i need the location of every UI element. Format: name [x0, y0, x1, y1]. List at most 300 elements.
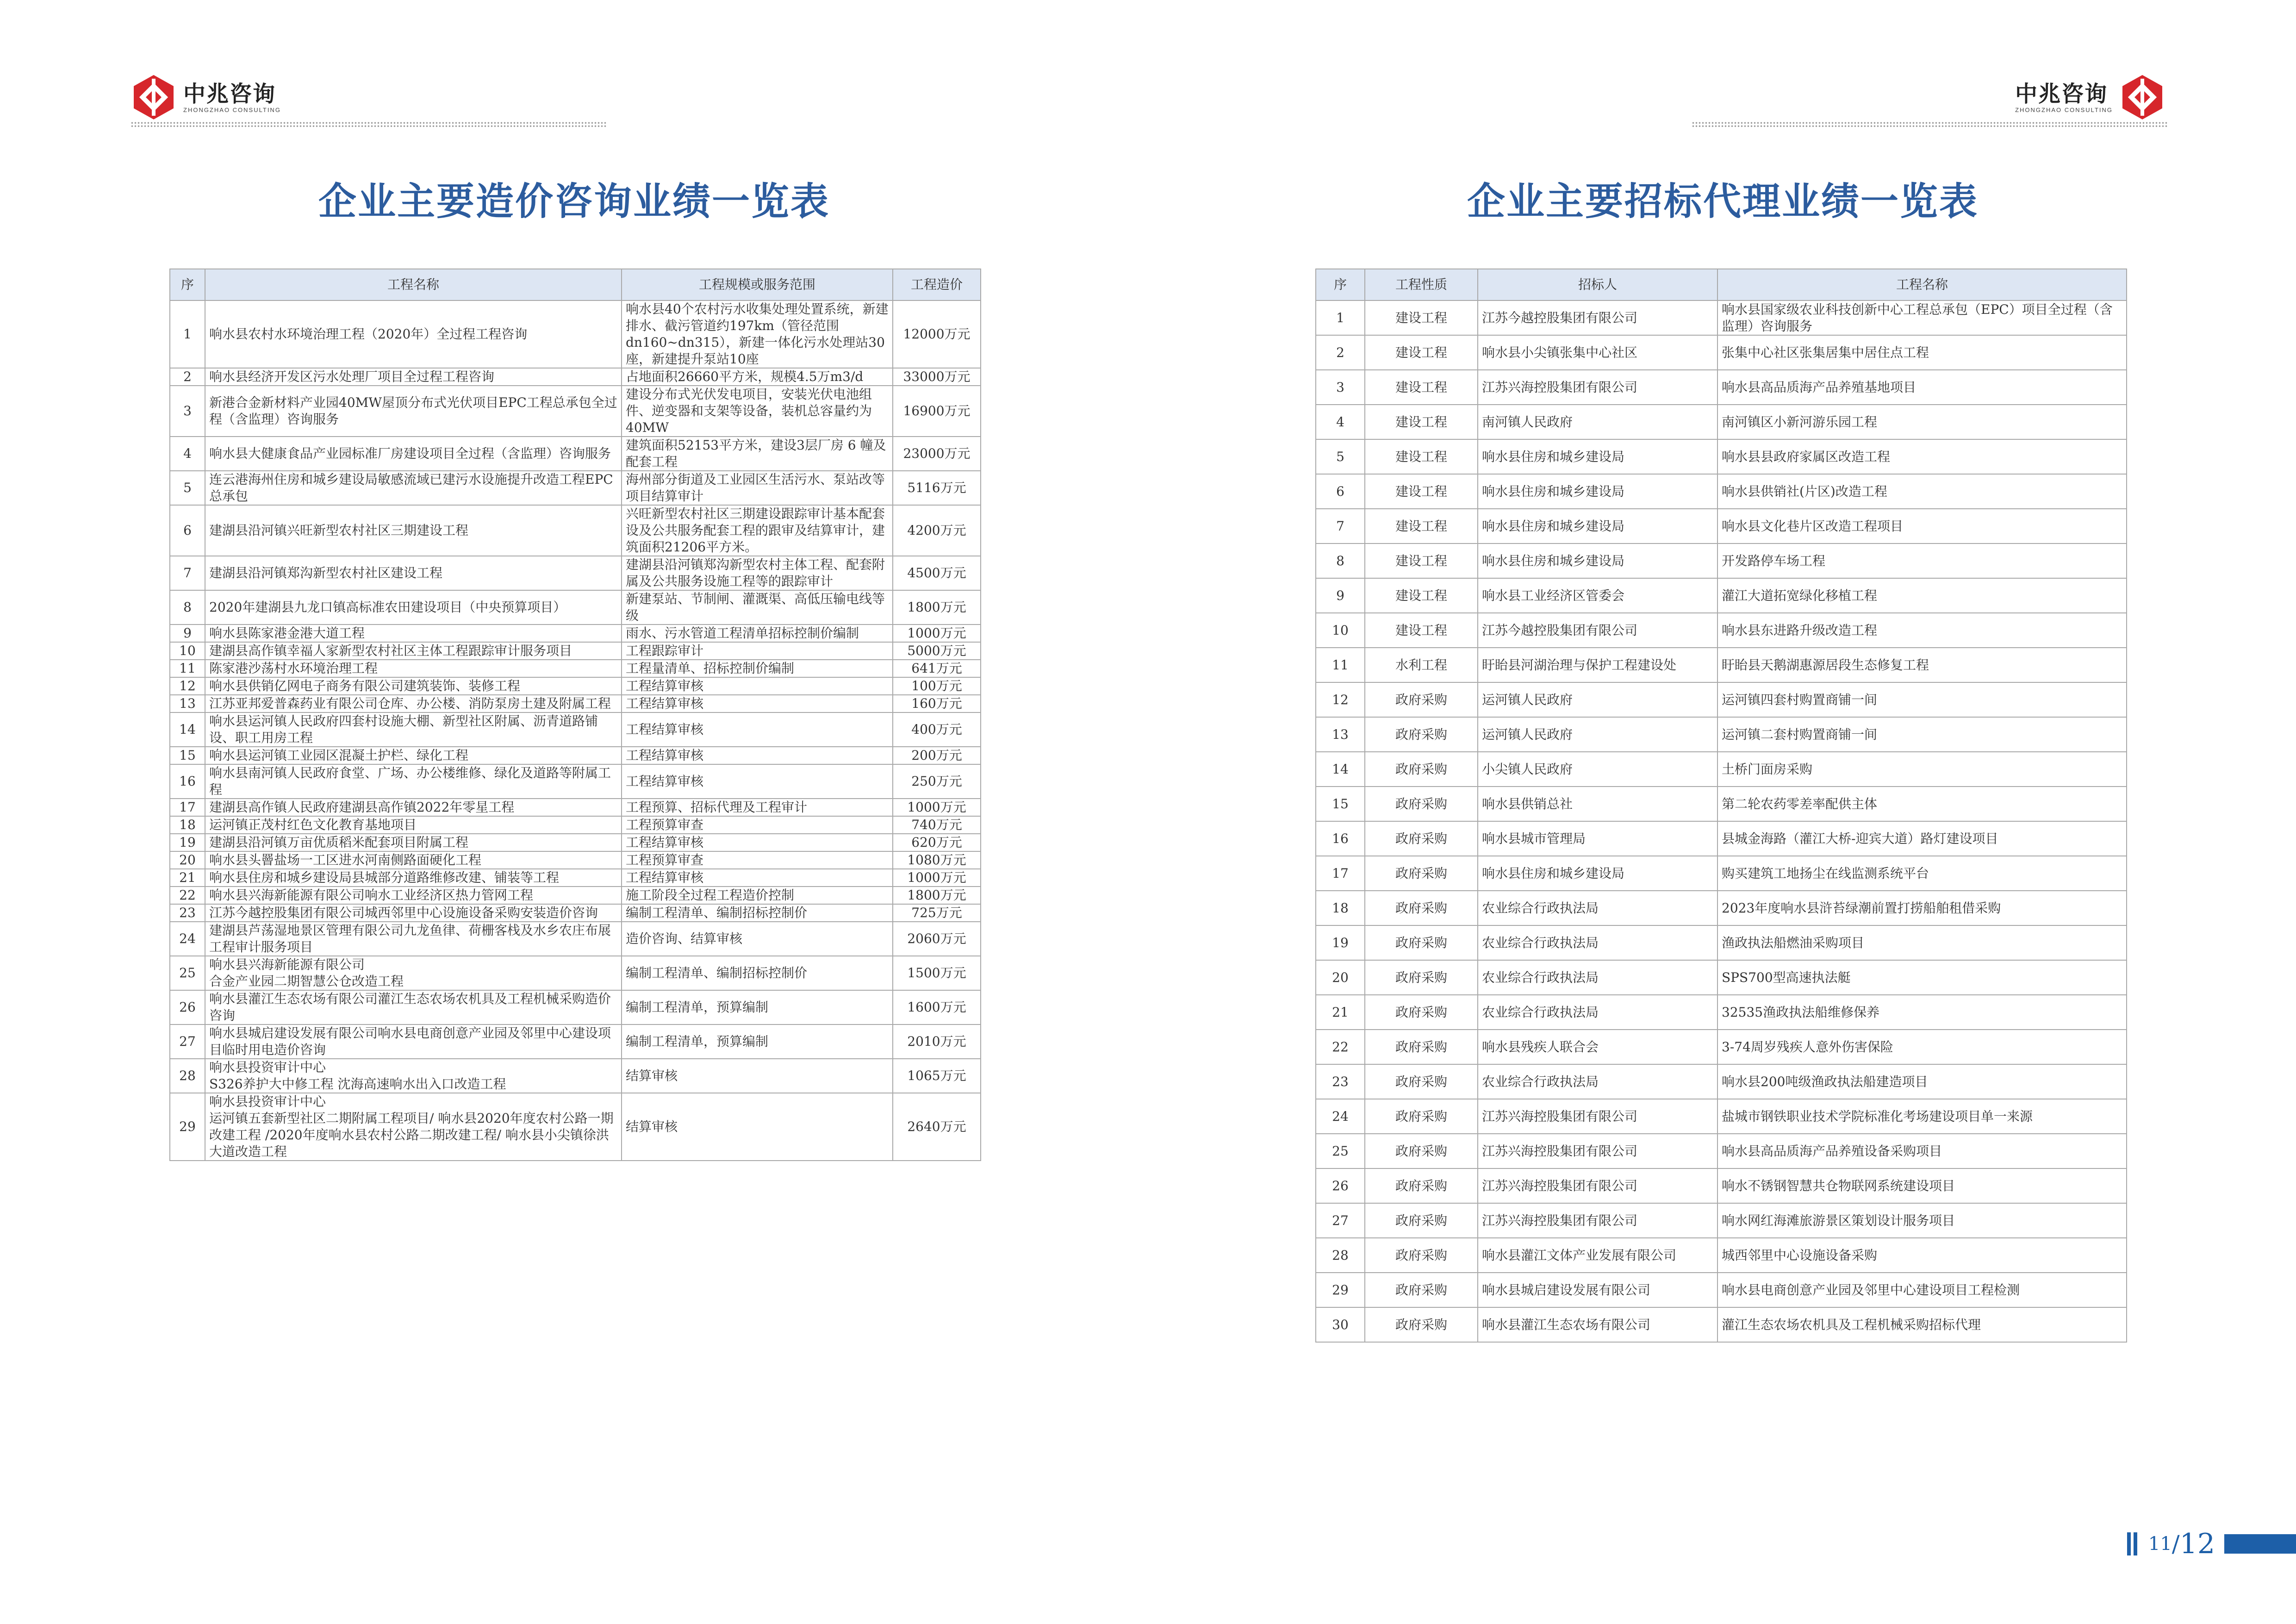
row-number: 10 — [1316, 613, 1365, 648]
project-name: 响水县供销亿网电子商务有限公司建筑装饰、装修工程 — [205, 677, 622, 695]
table-header-row — [170, 269, 981, 300]
page-total: 12 — [2179, 1528, 2215, 1560]
page-separator: / — [2172, 1530, 2180, 1557]
table-row — [1316, 960, 2127, 995]
tendering-party: 响水县残疾人联合会 — [1478, 1030, 1717, 1064]
row-number: 17 — [170, 799, 205, 816]
row-number: 18 — [170, 816, 205, 834]
column-header: 序 — [1316, 269, 1365, 300]
table-header-row — [1316, 269, 2127, 300]
project-name: 灌江大道拓宽绿化移植工程 — [1717, 578, 2127, 613]
row-number: 14 — [1316, 752, 1365, 787]
table-row — [1316, 925, 2127, 960]
table-row — [1316, 1064, 2127, 1099]
table-row — [170, 956, 981, 990]
project-name: 响水县高品质海产品养殖设备采购项目 — [1717, 1134, 2127, 1168]
project-name: 2020年建湖县九龙口镇高标准农田建设项目（中央预算项目） — [205, 590, 622, 625]
project-type: 政府采购 — [1365, 891, 1478, 925]
project-cost: 1000万元 — [893, 799, 981, 816]
row-number: 16 — [1316, 821, 1365, 856]
table-row — [170, 1059, 981, 1093]
table-row — [1316, 543, 2127, 578]
project-scope: 占地面积26660平方米，规模4.5万m3/d — [622, 368, 893, 386]
row-number: 5 — [170, 471, 205, 505]
table-row — [170, 437, 981, 471]
table-row — [170, 834, 981, 851]
row-number: 5 — [1316, 439, 1365, 474]
row-number: 6 — [170, 505, 205, 556]
project-scope: 结算审核 — [622, 1093, 893, 1161]
table-row — [170, 712, 981, 747]
project-name: 响水县运河镇人民政府四套村设施大棚、新型社区附属、沥青道路铺设、职工用房工程 — [205, 712, 622, 747]
table-row — [1316, 717, 2127, 752]
project-cost: 1500万元 — [893, 956, 981, 990]
row-number: 20 — [1316, 960, 1365, 995]
project-name: 陈家港沙荡村水环境治理工程 — [205, 660, 622, 677]
row-number: 9 — [1316, 578, 1365, 613]
table-row — [170, 851, 981, 869]
project-cost: 1080万元 — [893, 851, 981, 869]
project-name: 响水网红海滩旅游景区策划设计服务项目 — [1717, 1203, 2127, 1238]
project-name: 32535渔政执法船维修保养 — [1717, 995, 2127, 1030]
project-type: 建设工程 — [1365, 370, 1478, 405]
row-number: 20 — [170, 851, 205, 869]
row-number: 24 — [1316, 1099, 1365, 1134]
project-scope: 工程结算审核 — [622, 764, 893, 799]
project-name: 响水县运河镇工业园区混凝土护栏、绿化工程 — [205, 747, 622, 764]
row-number: 23 — [1316, 1064, 1365, 1099]
project-type: 政府采购 — [1365, 1064, 1478, 1099]
project-name: SPS700型高速执法艇 — [1717, 960, 2127, 995]
cost-consulting-table — [169, 269, 981, 1161]
project-scope: 造价咨询、结算审核 — [622, 922, 893, 956]
project-scope: 编制工程清单，预算编制 — [622, 1024, 893, 1059]
project-name: 灌江生态农场农机具及工程机械采购招标代理 — [1717, 1307, 2127, 1342]
row-number: 15 — [1316, 787, 1365, 821]
project-name: 城西邻里中心设施设备采购 — [1717, 1238, 2127, 1273]
project-type: 建设工程 — [1365, 439, 1478, 474]
row-number: 13 — [1316, 717, 1365, 752]
project-type: 政府采购 — [1365, 682, 1478, 717]
tendering-party: 江苏兴海控股集团有限公司 — [1478, 370, 1717, 405]
project-name: 张集中心社区张集居集中居住点工程 — [1717, 335, 2127, 370]
table-row — [1316, 370, 2127, 405]
project-name: 响水县城启建设发展有限公司响水县电商创意产业园及邻里中心建设项目临时用电造价咨询 — [205, 1024, 622, 1059]
row-number: 18 — [1316, 891, 1365, 925]
project-name: 盱眙县天鹅湖惠源居段生态修复工程 — [1717, 648, 2127, 682]
table-row — [1316, 439, 2127, 474]
row-number: 6 — [1316, 474, 1365, 509]
project-name: 南河镇区小新河游乐园工程 — [1717, 405, 2127, 439]
tendering-party: 运河镇人民政府 — [1478, 682, 1717, 717]
row-number: 7 — [170, 556, 205, 590]
project-name: 购买建筑工地扬尘在线监测系统平台 — [1717, 856, 2127, 891]
project-name: 响水县经济开发区污水处理厂项目全过程工程咨询 — [205, 368, 622, 386]
row-number: 8 — [170, 590, 205, 625]
project-scope: 工程预算、招标代理及工程审计 — [622, 799, 893, 816]
project-type: 建设工程 — [1365, 335, 1478, 370]
row-number: 4 — [170, 437, 205, 471]
project-type: 建设工程 — [1365, 474, 1478, 509]
row-number: 19 — [1316, 925, 1365, 960]
tendering-party: 响水县住房和城乡建设局 — [1478, 856, 1717, 891]
table-row — [170, 471, 981, 505]
project-scope: 施工阶段全过程工程造价控制 — [622, 887, 893, 904]
row-number: 24 — [170, 922, 205, 956]
project-name: 开发路停车场工程 — [1717, 543, 2127, 578]
project-name: 第二轮农药零差率配供主体 — [1717, 787, 2127, 821]
table-row — [170, 904, 981, 922]
bidding-agency-table — [1315, 269, 2127, 1343]
table-row — [1316, 1030, 2127, 1064]
tendering-party: 响水县小尖镇张集中心社区 — [1478, 335, 1717, 370]
row-number: 21 — [170, 869, 205, 887]
table-row — [1316, 1307, 2127, 1342]
row-number: 27 — [170, 1024, 205, 1059]
project-scope: 编制工程清单，预算编制 — [622, 990, 893, 1024]
project-type: 政府采购 — [1365, 1099, 1478, 1134]
project-cost: 12000万元 — [893, 300, 981, 368]
table-row — [170, 677, 981, 695]
project-cost: 200万元 — [893, 747, 981, 764]
row-number: 26 — [1316, 1168, 1365, 1203]
project-scope: 工程结算审核 — [622, 747, 893, 764]
project-scope: 建筑面积52153平方米，建设3层厂房 6 幢及配套工程 — [622, 437, 893, 471]
project-cost: 1000万元 — [893, 625, 981, 642]
row-number: 9 — [170, 625, 205, 642]
tendering-party: 江苏兴海控股集团有限公司 — [1478, 1203, 1717, 1238]
table-row — [1316, 1273, 2127, 1307]
project-scope: 工程结算审核 — [622, 834, 893, 851]
logo-name-cn: 中兆咨询 — [183, 81, 276, 107]
row-number: 29 — [1316, 1273, 1365, 1307]
table-row — [170, 747, 981, 764]
project-type: 政府采购 — [1365, 925, 1478, 960]
project-cost: 740万元 — [893, 816, 981, 834]
table-row — [170, 625, 981, 642]
row-number: 22 — [1316, 1030, 1365, 1064]
project-name: 响水县高品质海产品养殖基地项目 — [1717, 370, 2127, 405]
row-number: 8 — [1316, 543, 1365, 578]
project-name: 响水县电商创意产业园及邻里中心建设项目工程检测 — [1717, 1273, 2127, 1307]
page-title: 企业主要造价咨询业绩一览表 — [318, 179, 830, 224]
project-scope: 响水县40个农村污水收集处理处置系统，新建排水、截污管道约197km（管径范围dn160~dn315），新建一体化污水处理站30座，新建提升泵站10座 — [622, 300, 893, 368]
table-row — [170, 1024, 981, 1059]
table-row — [170, 887, 981, 904]
project-cost: 1600万元 — [893, 990, 981, 1024]
row-number: 25 — [1316, 1134, 1365, 1168]
project-cost: 160万元 — [893, 695, 981, 712]
project-name: 响水县兴海新能源有限公司 合金产业园二期智慧公仓改造工程 — [205, 956, 622, 990]
logo-mark-icon — [2119, 74, 2165, 120]
tendering-party: 江苏今越控股集团有限公司 — [1478, 613, 1717, 648]
project-type: 政府采购 — [1365, 787, 1478, 821]
row-number: 29 — [170, 1093, 205, 1161]
tendering-party: 农业综合行政执法局 — [1478, 995, 1717, 1030]
tendering-party: 农业综合行政执法局 — [1478, 925, 1717, 960]
project-name: 响水县县政府家属区改造工程 — [1717, 439, 2127, 474]
page-marker-icon — [2127, 1532, 2137, 1555]
project-cost: 16900万元 — [893, 386, 981, 437]
project-type: 政府采购 — [1365, 856, 1478, 891]
tendering-party: 响水县城市管理局 — [1478, 821, 1717, 856]
row-number: 26 — [170, 990, 205, 1024]
project-cost: 5000万元 — [893, 642, 981, 660]
table-row — [170, 556, 981, 590]
table-row — [1316, 891, 2127, 925]
company-logo — [2015, 74, 2165, 120]
project-scope: 雨水、污水管道工程清单招标控制价编制 — [622, 625, 893, 642]
tendering-party: 响水县住房和城乡建设局 — [1478, 474, 1717, 509]
project-name: 建湖县沿河镇兴旺新型农村社区三期建设工程 — [205, 505, 622, 556]
tendering-party: 运河镇人民政府 — [1478, 717, 1717, 752]
row-number: 27 — [1316, 1203, 1365, 1238]
project-type: 水利工程 — [1365, 648, 1478, 682]
row-number: 28 — [1316, 1238, 1365, 1273]
project-type: 政府采购 — [1365, 1273, 1478, 1307]
project-cost: 4200万元 — [893, 505, 981, 556]
project-name: 运河镇正茂村红色文化教育基地项目 — [205, 816, 622, 834]
project-name: 土桥门面房采购 — [1717, 752, 2127, 787]
project-type: 政府采购 — [1365, 821, 1478, 856]
project-type: 建设工程 — [1365, 543, 1478, 578]
table-row — [1316, 405, 2127, 439]
table-row — [170, 799, 981, 816]
project-name: 江苏今越控股集团有限公司城西邻里中心设施设备采购安装造价咨询 — [205, 904, 622, 922]
row-number: 1 — [170, 300, 205, 368]
project-name: 响水县灌江生态农场有限公司灌江生态农场农机具及工程机械采购造价咨询 — [205, 990, 622, 1024]
row-number: 16 — [170, 764, 205, 799]
project-name: 响水县住房和城乡建设局县城部分道路维修改建、铺装等工程 — [205, 869, 622, 887]
table-row — [1316, 821, 2127, 856]
project-scope: 海州部分街道及工业园区生活污水、泵站改等项目结算审计 — [622, 471, 893, 505]
project-scope: 结算审核 — [622, 1059, 893, 1093]
project-scope: 工程结算审核 — [622, 869, 893, 887]
project-type: 政府采购 — [1365, 1030, 1478, 1064]
project-scope: 工程预算审查 — [622, 851, 893, 869]
tendering-party: 农业综合行政执法局 — [1478, 1064, 1717, 1099]
row-number: 15 — [170, 747, 205, 764]
project-scope: 工程结算审核 — [622, 677, 893, 695]
project-name: 3-74周岁残疾人意外伤害保险 — [1717, 1030, 2127, 1064]
tendering-party: 盱眙县河湖治理与保护工程建设处 — [1478, 648, 1717, 682]
table-row — [1316, 1168, 2127, 1203]
project-scope: 工程结算审核 — [622, 695, 893, 712]
tendering-party: 响水县住房和城乡建设局 — [1478, 543, 1717, 578]
project-name: 响水县200吨级渔政执法船建造项目 — [1717, 1064, 2127, 1099]
tendering-party: 响水县灌江文体产业发展有限公司 — [1478, 1238, 1717, 1273]
row-number: 28 — [170, 1059, 205, 1093]
table-row — [1316, 1134, 2127, 1168]
project-scope: 兴旺新型农村社区三期建设跟踪审计基本配套设及公共服务配套工程的跟审及结算审计，建筑面积21206平方米。 — [622, 505, 893, 556]
project-type: 政府采购 — [1365, 960, 1478, 995]
project-name: 建湖县沿河镇万亩优质稻米配套项目附属工程 — [205, 834, 622, 851]
table-row — [1316, 856, 2127, 891]
project-cost: 5116万元 — [893, 471, 981, 505]
table-row — [1316, 335, 2127, 370]
row-number: 21 — [1316, 995, 1365, 1030]
tendering-party: 江苏兴海控股集团有限公司 — [1478, 1134, 1717, 1168]
project-name: 响水县南河镇人民政府食堂、广场、办公楼维修、绿化及道路等附属工程 — [205, 764, 622, 799]
row-number: 1 — [1316, 300, 1365, 335]
project-cost: 2010万元 — [893, 1024, 981, 1059]
column-header: 序 — [170, 269, 205, 300]
project-name: 建湖县芦荡湿地景区管理有限公司九龙鱼律、荷栅客栈及水乡农庄布展工程审计服务项目 — [205, 922, 622, 956]
table-row — [170, 922, 981, 956]
column-header: 工程名称 — [1717, 269, 2127, 300]
project-cost: 641万元 — [893, 660, 981, 677]
project-cost: 100万元 — [893, 677, 981, 695]
tendering-party: 响水县住房和城乡建设局 — [1478, 509, 1717, 543]
table-row — [1316, 995, 2127, 1030]
tendering-party: 响水县城启建设发展有限公司 — [1478, 1273, 1717, 1307]
table-row — [1316, 1203, 2127, 1238]
project-scope: 工程结算审核 — [622, 712, 893, 747]
project-scope: 工程跟踪审计 — [622, 642, 893, 660]
project-type: 建设工程 — [1365, 578, 1478, 613]
table-row — [170, 816, 981, 834]
project-cost: 1800万元 — [893, 887, 981, 904]
row-number: 4 — [1316, 405, 1365, 439]
project-name: 响水县投资审计中心 运河镇五套新型社区二期附属工程项目/ 响水县2020年度农村公路一期改建工程 /2020年度响水县农村公路二期改建工程/ 响水县小尖镇徐洪大道改造工程 — [205, 1093, 622, 1161]
tendering-party: 江苏今越控股集团有限公司 — [1478, 300, 1717, 335]
project-name: 运河镇四套村购置商铺一间 — [1717, 682, 2127, 717]
project-name: 响水县陈家港金港大道工程 — [205, 625, 622, 642]
table-row — [170, 386, 981, 437]
tendering-party: 南河镇人民政府 — [1478, 405, 1717, 439]
project-name: 县城金海路（灌江大桥-迎宾大道）路灯建设项目 — [1717, 821, 2127, 856]
project-name: 响水不锈钢智慧共仓物联网系统建设项目 — [1717, 1168, 2127, 1203]
project-cost: 4500万元 — [893, 556, 981, 590]
project-type: 政府采购 — [1365, 1168, 1478, 1203]
project-type: 政府采购 — [1365, 1238, 1478, 1273]
project-type: 建设工程 — [1365, 509, 1478, 543]
project-type: 建设工程 — [1365, 613, 1478, 648]
project-name: 运河镇二套村购置商铺一间 — [1717, 717, 2127, 752]
table-row — [1316, 787, 2127, 821]
project-name: 响水县大健康食品产业园标准厂房建设项目全过程（含监理）咨询服务 — [205, 437, 622, 471]
column-header: 工程名称 — [205, 269, 622, 300]
table-row — [1316, 509, 2127, 543]
project-type: 建设工程 — [1365, 405, 1478, 439]
table-row — [170, 869, 981, 887]
project-name: 盐城市钢铁职业技术学院标准化考场建设项目单一来源 — [1717, 1099, 2127, 1134]
column-header: 招标人 — [1478, 269, 1717, 300]
row-number: 13 — [170, 695, 205, 712]
project-name: 响水县农村水环境治理工程（2020年）全过程工程咨询 — [205, 300, 622, 368]
row-number: 12 — [1316, 682, 1365, 717]
logo-name-cn: 中兆咨询 — [2015, 81, 2108, 107]
header-dotted-divider — [131, 121, 607, 128]
table-row — [170, 990, 981, 1024]
project-name: 响水县兴海新能源有限公司响水工业经济区热力管网工程 — [205, 887, 622, 904]
project-scope: 建设分布式光伏发电项目，安装光伏电池组件、逆变器和支架等设备，装机总容量约为40MW — [622, 386, 893, 437]
project-type: 政府采购 — [1365, 717, 1478, 752]
project-scope: 编制工程清单、编制招标控制价 — [622, 904, 893, 922]
project-type: 政府采购 — [1365, 1134, 1478, 1168]
table-row — [170, 695, 981, 712]
table-row — [1316, 474, 2127, 509]
column-header: 工程造价 — [893, 269, 981, 300]
page-number-footer — [2127, 1530, 2296, 1558]
project-name: 新港合金新材料产业园40MW屋顶分布式光伏项目EPC工程总承包全过程（含监理）咨询服务 — [205, 386, 622, 437]
project-cost: 1065万元 — [893, 1059, 981, 1093]
table-row — [170, 505, 981, 556]
project-scope: 建湖县沿河镇郑沟新型农村主体工程、配套附属及公共服务设施工程等的跟踪审计 — [622, 556, 893, 590]
company-logo — [131, 74, 281, 120]
table-row — [170, 368, 981, 386]
project-name: 渔政执法船燃油采购项目 — [1717, 925, 2127, 960]
project-name: 2023年度响水县浒苔绿潮前置打捞船舶租借采购 — [1717, 891, 2127, 925]
tendering-party: 小尖镇人民政府 — [1478, 752, 1717, 787]
row-number: 10 — [170, 642, 205, 660]
row-number: 3 — [1316, 370, 1365, 405]
project-name: 建湖县高作镇幸福人家新型农村社区主体工程跟踪审计服务项目 — [205, 642, 622, 660]
project-cost: 400万元 — [893, 712, 981, 747]
row-number: 2 — [1316, 335, 1365, 370]
tendering-party: 响水县工业经济区管委会 — [1478, 578, 1717, 613]
row-number: 22 — [170, 887, 205, 904]
project-name: 响水县东进路升级改造工程 — [1717, 613, 2127, 648]
project-cost: 23000万元 — [893, 437, 981, 471]
project-name: 江苏亚邦爱普森药业有限公司仓库、办公楼、消防泵房土建及附属工程 — [205, 695, 622, 712]
row-number: 3 — [170, 386, 205, 437]
table-row — [1316, 682, 2127, 717]
project-name: 建湖县高作镇人民政府建湖县高作镇2022年零星工程 — [205, 799, 622, 816]
header-dotted-divider — [1692, 121, 2168, 128]
page-current: 11 — [2148, 1533, 2172, 1555]
project-type: 政府采购 — [1365, 1203, 1478, 1238]
project-type: 政府采购 — [1365, 1307, 1478, 1342]
row-number: 17 — [1316, 856, 1365, 891]
row-number: 7 — [1316, 509, 1365, 543]
project-scope: 工程预算审查 — [622, 816, 893, 834]
tendering-party: 响水县供销总社 — [1478, 787, 1717, 821]
tendering-party: 农业综合行政执法局 — [1478, 960, 1717, 995]
table-row — [170, 590, 981, 625]
project-cost: 2060万元 — [893, 922, 981, 956]
project-type: 建设工程 — [1365, 300, 1478, 335]
project-type: 政府采购 — [1365, 752, 1478, 787]
project-cost: 1000万元 — [893, 869, 981, 887]
table-row — [170, 1093, 981, 1161]
table-row — [170, 300, 981, 368]
project-cost: 620万元 — [893, 834, 981, 851]
table-row — [1316, 613, 2127, 648]
row-number: 30 — [1316, 1307, 1365, 1342]
project-name: 响水县投资审计中心 S326养护大中修工程 沈海高速响水出入口改造工程 — [205, 1059, 622, 1093]
tendering-party: 农业综合行政执法局 — [1478, 891, 1717, 925]
project-name: 响水县文化巷片区改造工程项目 — [1717, 509, 2127, 543]
row-number: 25 — [170, 956, 205, 990]
project-cost: 33000万元 — [893, 368, 981, 386]
table-row — [1316, 1238, 2127, 1273]
logo-mark-icon — [131, 74, 177, 120]
project-name: 响水县供销社(片区)改造工程 — [1717, 474, 2127, 509]
logo-name-en: ZHONGZHAO CONSULTING — [183, 106, 281, 113]
page-accent-bar — [2224, 1534, 2296, 1554]
project-scope: 新建泵站、节制闸、灌溉渠、高低压输电线等级 — [622, 590, 893, 625]
logo-name-en: ZHONGZHAO CONSULTING — [2015, 106, 2113, 113]
table-row — [1316, 300, 2127, 335]
table-row — [1316, 752, 2127, 787]
project-scope: 工程量清单、招标控制价编制 — [622, 660, 893, 677]
row-number: 11 — [170, 660, 205, 677]
row-number: 14 — [170, 712, 205, 747]
row-number: 11 — [1316, 648, 1365, 682]
tendering-party: 江苏兴海控股集团有限公司 — [1478, 1168, 1717, 1203]
column-header: 工程性质 — [1365, 269, 1478, 300]
